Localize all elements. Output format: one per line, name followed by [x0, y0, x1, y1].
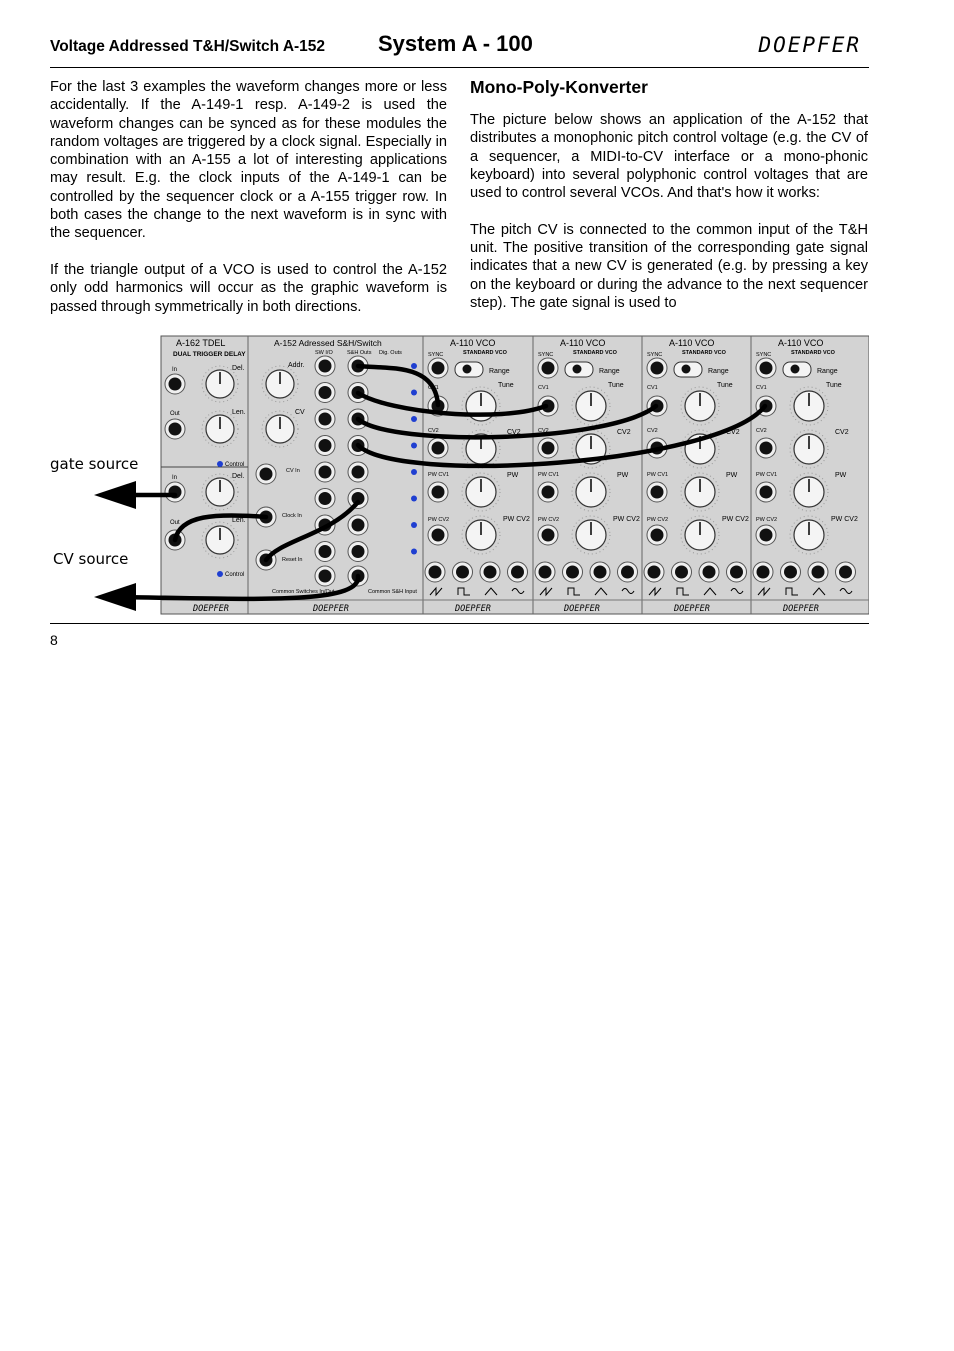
page-header	[50, 30, 869, 66]
vco2-pw-cv2-jack	[542, 529, 555, 542]
vco3-pw-cv1-label: PW CV1	[647, 472, 669, 478]
tdel-del-label-2: Del.	[232, 473, 245, 480]
vco1-pw-cv2-knob-label: PW CV2	[503, 516, 530, 523]
right-paragraph-2: The pitch CV is connected to the common input of the T&H unit. The positive transition of the corresponding gate signal indicates that a new CV is generated (e.g. by pressing a key on the keyboard or during the advance to the next sequencer step). The gate signal is used to	[470, 221, 868, 311]
tdel-del-label: Del.	[232, 365, 245, 372]
vco3-cv2-label: CV2	[647, 428, 658, 434]
vco4-pw-cv1-jack	[760, 486, 773, 499]
vco2-out-jack-3	[594, 566, 607, 579]
tdel-len-label: Len.	[232, 409, 246, 416]
tdel-led-2	[217, 571, 223, 577]
vco4-panel-logo: DOEPFER	[783, 604, 819, 614]
left-paragraph-1: For the last 3 examples the waveform changes more or less accidentally. If the A-149-1 resp. A-149-2 is used the waveform changes can be synced as for these modules the random voltages are triggered by a clock signal. Especially in combination with an A-155 a lot of interesting applications may result. E.g. the clock inputs of the A-149-1 can be controlled by the sequencer clock or a A-155 trigger row. In both cases the change to the next waveform is in sync with the sequencer.	[50, 79, 447, 242]
left-paragraph-2: If the triangle output of a VCO is used to control the A-152 only odd harmonics will occur as the graphic waveform is passed through symmetrically in both directions.	[50, 261, 447, 315]
vco3-out-jack-2	[675, 566, 688, 579]
vco4-out-jack-3	[812, 566, 825, 579]
vco4-title: A-110 VCO	[778, 338, 824, 348]
vco3-sync-label: SYNC	[647, 352, 663, 358]
a152-dig-led-2	[411, 390, 417, 396]
a152-sw-io-jack-3	[319, 413, 332, 426]
section-title: Mono-Poly-Konverter	[470, 77, 648, 97]
a152-sh-out-jack-7	[352, 519, 365, 532]
header-rule	[50, 67, 869, 68]
vco1-tune-label: Tune	[498, 382, 514, 389]
vco4-out-jack-2	[784, 566, 797, 579]
cv-arrow-icon	[94, 583, 136, 611]
a152-dig-led-8	[411, 549, 417, 555]
vco1-pw-cv1-label: PW CV1	[428, 472, 450, 478]
vco3-out-jack-3	[703, 566, 716, 579]
vco4-sync-label: SYNC	[756, 352, 772, 358]
vco3-pw-cv2-jack	[651, 529, 664, 542]
modular-patch-diagram	[50, 335, 869, 617]
a152-sw-io-jack-1	[319, 360, 332, 373]
patch-figure	[50, 335, 869, 617]
page-number: 8	[50, 632, 58, 648]
a152-cv-in-label: CV In	[286, 468, 300, 474]
vco1-pw-label: PW	[507, 472, 519, 479]
a152-sh-out-jack-5	[352, 466, 365, 479]
a152-sw-io-jack-4	[319, 439, 332, 452]
vco4-range-switch-lever	[791, 365, 800, 374]
system-title: System A - 100	[378, 31, 533, 56]
vco4-pw-cv2-label: PW CV2	[756, 517, 778, 523]
a152-sw-io-label: SW I/O	[315, 350, 333, 356]
vco4-cv1-label: CV1	[756, 385, 767, 391]
vco3-pw-cv1-jack	[651, 486, 664, 499]
vco1-out-jack-3	[484, 566, 497, 579]
tdel-in-label-2: In	[172, 475, 178, 481]
tdel-len-label-2: Len.	[232, 517, 246, 524]
vco3-subtitle: STANDARD VCO	[682, 350, 726, 356]
vco4-subtitle: STANDARD VCO	[791, 350, 835, 356]
tdel-title: A-162 TDEL	[176, 338, 226, 348]
vco3-pw-label: PW	[726, 472, 738, 479]
vco1-sync-label: SYNC	[428, 352, 444, 358]
a152-sh-outs-label: S&H Outs	[347, 350, 372, 356]
left-column	[50, 78, 447, 316]
vco2-pw-cv1-label: PW CV1	[538, 472, 560, 478]
tdel-in-label: In	[172, 367, 178, 373]
a152-dig-led-6	[411, 496, 417, 502]
a152-sw-io-jack-5	[319, 466, 332, 479]
vco4-tune-label: Tune	[826, 382, 842, 389]
vco2-cv2-knob-label: CV2	[617, 429, 631, 436]
vco1-out-jack-1	[429, 566, 442, 579]
doepfer-logo: DOEPFER	[758, 33, 861, 57]
vco1-panel-logo: DOEPFER	[455, 604, 491, 614]
tdel-out-jack-1	[169, 423, 182, 436]
vco2-pw-cv1-jack	[542, 486, 555, 499]
vco4-pw-cv1-label: PW CV1	[756, 472, 778, 478]
vco1-title: A-110 VCO	[450, 338, 496, 348]
vco3-range-label: Range	[708, 368, 729, 375]
vco2-range-switch-lever	[573, 365, 582, 374]
right-paragraph-1: The picture below shows an application of the A-152 that distributes a monophonic pitch control voltage (e.g. the CV of a sequencer, a MIDI-to-CV interface or a mono-phonic keyboard) into several polyphonic control voltages that are used to control several VCOs. And that's how it works:	[470, 112, 868, 202]
vco2-tune-label: Tune	[608, 382, 624, 389]
vco3-pw-cv2-label: PW CV2	[647, 517, 669, 523]
vco3-pw-cv2-knob-label: PW CV2	[722, 516, 749, 523]
vco1-out-jack-2	[456, 566, 469, 579]
cv-source-label: CV source	[53, 550, 129, 568]
a152-cv-in-jack	[260, 468, 273, 481]
vco2-out-jack-4	[621, 566, 634, 579]
tdel-control-label-2: Control	[225, 572, 245, 578]
vco3-cv1-label: CV1	[647, 385, 658, 391]
vco3-range-switch-lever	[682, 365, 691, 374]
right-column	[470, 111, 868, 312]
a152-dig-led-1	[411, 363, 417, 369]
module-title: Voltage Addressed T&H/Switch A-152	[50, 38, 326, 55]
a152-sw-io-jack-6	[319, 492, 332, 505]
vco1-pw-cv2-label: PW CV2	[428, 517, 450, 523]
vco2-cv2-label: CV2	[538, 428, 549, 434]
a152-clock-in-label: Clock In	[282, 513, 302, 519]
vco2-sync-label: SYNC	[538, 352, 554, 358]
vco2-pw-cv2-knob-label: PW CV2	[613, 516, 640, 523]
a152-common-switches-label: Common Switches In/Out	[272, 589, 335, 595]
a152-addr-label: Addr.	[288, 362, 305, 369]
vco1-pw-cv2-jack	[432, 529, 445, 542]
a152-common-switch-jack	[319, 570, 332, 583]
a152-dig-led-3	[411, 416, 417, 422]
a152-title: A-152 Adressed S&H/Switch	[274, 338, 382, 348]
vco3-out-jack-1	[648, 566, 661, 579]
vco1-pw-cv1-jack	[432, 486, 445, 499]
a152-dig-led-7	[411, 522, 417, 528]
gate-source-label: gate source	[50, 455, 139, 473]
vco2-panel-logo: DOEPFER	[564, 604, 600, 614]
vco1-sync-jack	[432, 362, 445, 375]
a152-sw-io-jack-8	[319, 545, 332, 558]
vco1-cv1-label: CV1	[428, 385, 439, 391]
tdel-in-jack-1	[169, 378, 182, 391]
vco2-out-jack-1	[539, 566, 552, 579]
vco2-sync-jack	[542, 362, 555, 375]
vco4-cv2-knob-label: CV2	[835, 429, 849, 436]
vco1-range-label: Range	[489, 368, 510, 375]
vco4-sync-jack	[760, 362, 773, 375]
vco4-range-label: Range	[817, 368, 838, 375]
vco1-cv2-knob-label: CV2	[507, 429, 521, 436]
vco3-out-jack-4	[730, 566, 743, 579]
a152-sw-io-jack-2	[319, 386, 332, 399]
tdel-out-label-2: Out	[170, 520, 180, 526]
a152-dig-led-5	[411, 469, 417, 475]
vco4-cv2-label: CV2	[756, 428, 767, 434]
vco3-panel-logo: DOEPFER	[674, 604, 710, 614]
vco4-pw-label: PW	[835, 472, 847, 479]
gate-arrow-icon	[94, 481, 136, 509]
a152-dig-led-4	[411, 443, 417, 449]
vco1-subtitle: STANDARD VCO	[463, 350, 507, 356]
vco2-range-label: Range	[599, 368, 620, 375]
a152-sh-out-jack-8	[352, 545, 365, 558]
vco4-pw-cv2-jack	[760, 529, 773, 542]
a152-cv-label: CV	[295, 409, 305, 416]
tdel-panel-logo: DOEPFER	[193, 604, 229, 614]
tdel-control-label: Control	[225, 462, 245, 468]
footer-rule	[50, 623, 869, 624]
a152-reset-in-label: Reset In	[282, 557, 303, 563]
tdel-out-label: Out	[170, 411, 180, 417]
a152-common-sh-label: Common S&H Input	[368, 589, 417, 595]
vco1-cv2-label: CV2	[428, 428, 439, 434]
tdel-subtitle: DUAL TRIGGER DELAY	[173, 351, 246, 358]
vco1-out-jack-4	[511, 566, 524, 579]
a152-panel-logo: DOEPFER	[313, 604, 349, 614]
vco3-sync-jack	[651, 362, 664, 375]
vco2-pw-label: PW	[617, 472, 629, 479]
vco3-cv2-knob-label: CV2	[726, 429, 740, 436]
vco2-title: A-110 VCO	[560, 338, 606, 348]
vco4-out-jack-1	[757, 566, 770, 579]
vco3-title: A-110 VCO	[669, 338, 715, 348]
vco2-pw-cv2-label: PW CV2	[538, 517, 560, 523]
vco3-tune-label: Tune	[717, 382, 733, 389]
vco4-pw-cv2-knob-label: PW CV2	[831, 516, 858, 523]
vco1-cv2-jack	[432, 442, 445, 455]
vco1-range-switch-lever	[463, 365, 472, 374]
a152-dig-outs-label: Dig. Outs	[379, 350, 402, 356]
vco2-subtitle: STANDARD VCO	[573, 350, 617, 356]
vco4-out-jack-4	[839, 566, 852, 579]
vco2-cv2-jack	[542, 442, 555, 455]
vco2-out-jack-2	[566, 566, 579, 579]
vco2-cv1-label: CV1	[538, 385, 549, 391]
tdel-led-1	[217, 461, 223, 467]
vco4-cv2-jack	[760, 442, 773, 455]
